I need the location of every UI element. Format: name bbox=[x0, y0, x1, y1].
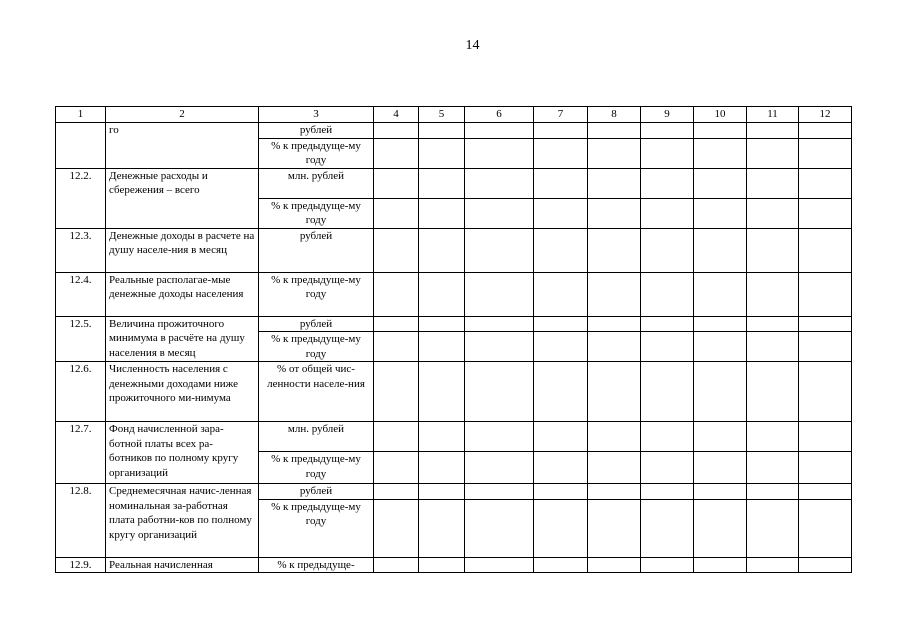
value-cell bbox=[747, 228, 799, 272]
table-row bbox=[56, 557, 852, 573]
value-cell bbox=[799, 484, 852, 500]
value-cell bbox=[588, 422, 641, 452]
value-cell bbox=[465, 272, 534, 316]
value-cell bbox=[419, 422, 465, 452]
value-cell bbox=[465, 484, 534, 500]
value-cell bbox=[747, 422, 799, 452]
value-cell bbox=[374, 168, 419, 198]
value-cell bbox=[588, 499, 641, 557]
value-cell bbox=[374, 316, 419, 332]
value-cell bbox=[641, 272, 694, 316]
value-cell bbox=[747, 272, 799, 316]
row-number bbox=[56, 122, 106, 168]
value-cell bbox=[465, 228, 534, 272]
header-cell: 5 bbox=[419, 107, 465, 123]
value-cell bbox=[747, 122, 799, 138]
value-cell bbox=[465, 122, 534, 138]
value-cell bbox=[747, 484, 799, 500]
value-cell bbox=[419, 272, 465, 316]
header-cell: 8 bbox=[588, 107, 641, 123]
row-number: 12.9. bbox=[56, 557, 106, 573]
value-cell bbox=[419, 198, 465, 228]
table-row bbox=[56, 168, 852, 198]
table-row bbox=[56, 228, 852, 272]
page-number: 14 bbox=[465, 38, 480, 53]
value-cell bbox=[641, 557, 694, 573]
value-cell bbox=[641, 198, 694, 228]
row-number: 12.6. bbox=[56, 362, 106, 422]
value-cell bbox=[641, 122, 694, 138]
header-cell: 1 bbox=[56, 107, 106, 123]
value-cell bbox=[747, 316, 799, 332]
value-cell bbox=[374, 198, 419, 228]
value-cell bbox=[641, 422, 694, 452]
unit-cell: % к предыдуще-му году bbox=[259, 138, 374, 168]
value-cell bbox=[534, 168, 588, 198]
indicator-name: Величина прожиточного минимума в расчёте на душу населения в месяц bbox=[106, 316, 259, 362]
indicator-name: Численность населения с денежными доходами ниже прожиточного ми-нимума bbox=[106, 362, 259, 422]
value-cell bbox=[419, 499, 465, 557]
table-row bbox=[56, 316, 852, 332]
value-cell bbox=[694, 484, 747, 500]
value-cell bbox=[534, 332, 588, 362]
value-cell bbox=[747, 332, 799, 362]
value-cell bbox=[799, 452, 852, 484]
value-cell bbox=[374, 138, 419, 168]
unit-cell: % к предыдуще-му году bbox=[259, 499, 374, 557]
unit-cell: % к предыдуще- bbox=[259, 557, 374, 573]
value-cell bbox=[534, 272, 588, 316]
value-cell bbox=[465, 422, 534, 452]
value-cell bbox=[799, 272, 852, 316]
value-cell bbox=[588, 362, 641, 422]
indicator-name: Реальные располагае-мые денежные доходы населения bbox=[106, 272, 259, 316]
value-cell bbox=[465, 138, 534, 168]
value-cell bbox=[465, 557, 534, 573]
value-cell bbox=[374, 272, 419, 316]
value-cell bbox=[799, 316, 852, 332]
value-cell bbox=[419, 138, 465, 168]
unit-cell: рублей bbox=[259, 316, 374, 332]
value-cell bbox=[641, 484, 694, 500]
value-cell bbox=[588, 557, 641, 573]
value-cell bbox=[799, 198, 852, 228]
value-cell bbox=[588, 168, 641, 198]
unit-cell: % к предыдуще-му году bbox=[259, 332, 374, 362]
value-cell bbox=[641, 362, 694, 422]
value-cell bbox=[799, 228, 852, 272]
header-cell: 12 bbox=[799, 107, 852, 123]
indicator-name: Реальная начисленная bbox=[106, 557, 259, 573]
unit-cell: % от общей чис-ленности населе-ния bbox=[259, 362, 374, 422]
table-header-row bbox=[56, 107, 852, 123]
table-row bbox=[56, 422, 852, 452]
value-cell bbox=[799, 168, 852, 198]
value-cell bbox=[534, 198, 588, 228]
value-cell bbox=[694, 272, 747, 316]
table-row bbox=[56, 272, 852, 316]
value-cell bbox=[588, 332, 641, 362]
value-cell bbox=[588, 452, 641, 484]
value-cell bbox=[747, 452, 799, 484]
value-cell bbox=[374, 484, 419, 500]
value-cell bbox=[465, 332, 534, 362]
unit-cell: рублей bbox=[259, 228, 374, 272]
value-cell bbox=[419, 228, 465, 272]
value-cell bbox=[641, 168, 694, 198]
value-cell bbox=[374, 362, 419, 422]
header-cell: 3 bbox=[259, 107, 374, 123]
header-cell: 6 bbox=[465, 107, 534, 123]
value-cell bbox=[747, 557, 799, 573]
value-cell bbox=[799, 499, 852, 557]
value-cell bbox=[534, 228, 588, 272]
row-number: 12.2. bbox=[56, 168, 106, 228]
value-cell bbox=[641, 228, 694, 272]
row-number: 12.8. bbox=[56, 484, 106, 558]
value-cell bbox=[694, 499, 747, 557]
value-cell bbox=[799, 138, 852, 168]
value-cell bbox=[419, 122, 465, 138]
unit-cell: млн. рублей bbox=[259, 422, 374, 452]
value-cell bbox=[588, 198, 641, 228]
indicator-name: Денежные расходы и сбережения – всего bbox=[106, 168, 259, 228]
value-cell bbox=[641, 138, 694, 168]
value-cell bbox=[419, 316, 465, 332]
header-cell: 9 bbox=[641, 107, 694, 123]
indicator-name: го bbox=[106, 122, 259, 168]
header-cell: 10 bbox=[694, 107, 747, 123]
value-cell bbox=[799, 332, 852, 362]
value-cell bbox=[374, 557, 419, 573]
value-cell bbox=[747, 138, 799, 168]
value-cell bbox=[374, 332, 419, 362]
value-cell bbox=[694, 316, 747, 332]
value-cell bbox=[374, 228, 419, 272]
header-cell: 11 bbox=[747, 107, 799, 123]
value-cell bbox=[694, 332, 747, 362]
indicator-name: Денежные доходы в расчете на душу населе-ния в месяц bbox=[106, 228, 259, 272]
unit-cell: рублей bbox=[259, 122, 374, 138]
value-cell bbox=[641, 332, 694, 362]
row-number: 12.5. bbox=[56, 316, 106, 362]
value-cell bbox=[419, 332, 465, 362]
value-cell bbox=[694, 557, 747, 573]
value-cell bbox=[747, 362, 799, 422]
header-cell: 7 bbox=[534, 107, 588, 123]
value-cell bbox=[465, 362, 534, 422]
value-cell bbox=[694, 168, 747, 198]
value-cell bbox=[694, 422, 747, 452]
value-cell bbox=[465, 452, 534, 484]
value-cell bbox=[465, 168, 534, 198]
row-number: 12.3. bbox=[56, 228, 106, 272]
value-cell bbox=[799, 362, 852, 422]
value-cell bbox=[374, 422, 419, 452]
value-cell bbox=[374, 122, 419, 138]
value-cell bbox=[374, 452, 419, 484]
value-cell bbox=[799, 557, 852, 573]
value-cell bbox=[588, 316, 641, 332]
header-cell: 2 bbox=[106, 107, 259, 123]
unit-cell: рублей bbox=[259, 484, 374, 500]
indicator-name: Фонд начисленной зара-ботной платы всех ра-ботников по полному кругу организаций bbox=[106, 422, 259, 484]
value-cell bbox=[534, 557, 588, 573]
value-cell bbox=[534, 452, 588, 484]
value-cell bbox=[694, 362, 747, 422]
value-cell bbox=[641, 452, 694, 484]
value-cell bbox=[465, 198, 534, 228]
value-cell bbox=[534, 362, 588, 422]
header-cell: 4 bbox=[374, 107, 419, 123]
data-table bbox=[55, 106, 852, 573]
value-cell bbox=[534, 484, 588, 500]
value-cell bbox=[588, 484, 641, 500]
value-cell bbox=[534, 499, 588, 557]
value-cell bbox=[799, 122, 852, 138]
value-cell bbox=[465, 499, 534, 557]
value-cell bbox=[534, 316, 588, 332]
value-cell bbox=[534, 138, 588, 168]
value-cell bbox=[641, 316, 694, 332]
value-cell bbox=[799, 422, 852, 452]
value-cell bbox=[588, 272, 641, 316]
table-row bbox=[56, 484, 852, 500]
value-cell bbox=[419, 484, 465, 500]
row-number: 12.7. bbox=[56, 422, 106, 484]
value-cell bbox=[588, 138, 641, 168]
value-cell bbox=[694, 228, 747, 272]
value-cell bbox=[694, 452, 747, 484]
value-cell bbox=[747, 198, 799, 228]
value-cell bbox=[419, 557, 465, 573]
row-number: 12.4. bbox=[56, 272, 106, 316]
unit-cell: % к предыдуще-му году bbox=[259, 272, 374, 316]
value-cell bbox=[534, 122, 588, 138]
table-row bbox=[56, 362, 852, 422]
unit-cell: млн. рублей bbox=[259, 168, 374, 198]
indicator-name: Среднемесячная начис-ленная номинальная за-работная плата работни-ков по полному кругу организаций bbox=[106, 484, 259, 558]
value-cell bbox=[747, 499, 799, 557]
value-cell bbox=[747, 168, 799, 198]
unit-cell: % к предыдуще-му году bbox=[259, 452, 374, 484]
value-cell bbox=[419, 452, 465, 484]
value-cell bbox=[588, 122, 641, 138]
value-cell bbox=[694, 122, 747, 138]
value-cell bbox=[694, 138, 747, 168]
value-cell bbox=[534, 422, 588, 452]
unit-cell: % к предыдуще-му году bbox=[259, 198, 374, 228]
value-cell bbox=[641, 499, 694, 557]
table-row bbox=[56, 122, 852, 138]
value-cell bbox=[419, 168, 465, 198]
value-cell bbox=[465, 316, 534, 332]
value-cell bbox=[694, 198, 747, 228]
value-cell bbox=[588, 228, 641, 272]
value-cell bbox=[374, 499, 419, 557]
value-cell bbox=[419, 362, 465, 422]
